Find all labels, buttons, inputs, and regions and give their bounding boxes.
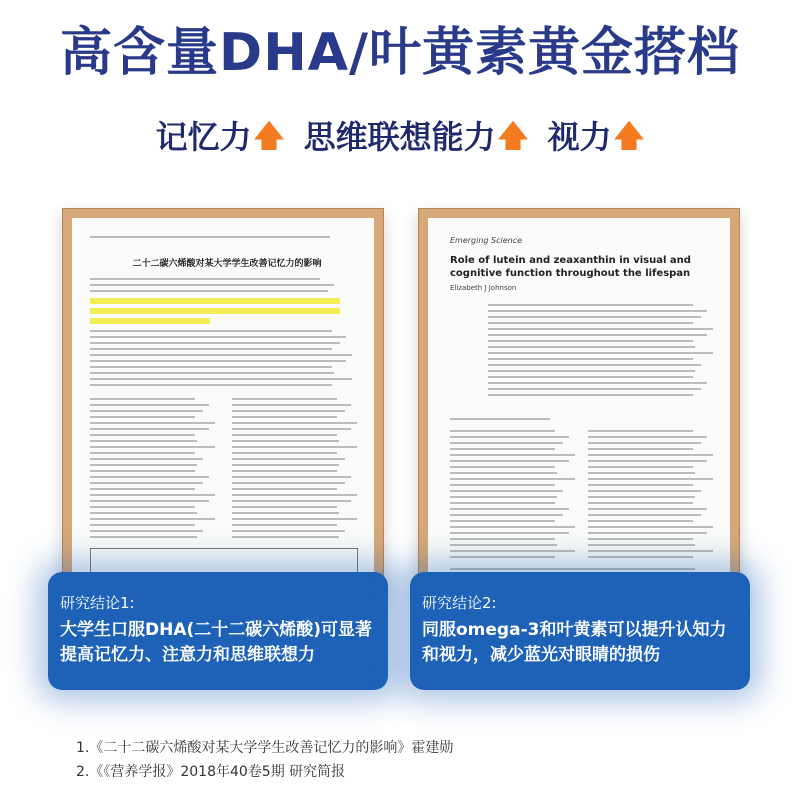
text-line	[90, 488, 195, 490]
conclusion-label: 研究结论1:	[60, 594, 135, 612]
text-line	[232, 530, 345, 532]
text-line	[90, 440, 197, 442]
conclusion-card-2	[410, 572, 750, 690]
text-line	[450, 520, 555, 522]
paper-right	[428, 218, 730, 590]
text-line	[232, 422, 357, 424]
benefits-row	[0, 112, 800, 165]
text-line	[90, 536, 197, 538]
text-line	[450, 514, 563, 516]
text-line	[90, 470, 195, 472]
text-line	[450, 490, 563, 492]
text-line	[90, 342, 340, 344]
text-line	[450, 448, 555, 450]
text-line	[488, 340, 693, 342]
text-line	[450, 532, 569, 534]
text-line	[588, 460, 707, 462]
text-line	[588, 430, 693, 432]
text-line	[588, 544, 695, 546]
text-line	[90, 482, 203, 484]
text-line	[450, 550, 575, 552]
text-line	[450, 454, 575, 456]
text-line	[588, 472, 695, 474]
text-line	[588, 454, 713, 456]
text-line	[450, 538, 555, 540]
text-line	[90, 416, 195, 418]
text-line	[232, 482, 345, 484]
text-line	[90, 464, 197, 466]
benefit-label: 记忆力	[155, 118, 252, 156]
conclusion-text: 同服omega-3和叶黄素可以提升认知力和视力，减少蓝光对眼睛的损伤	[422, 620, 727, 665]
text-line	[588, 478, 713, 480]
text-line	[488, 316, 701, 318]
up-arrow-icon: 🡅	[253, 119, 285, 154]
text-line	[588, 556, 693, 558]
conclusion-card-1	[48, 572, 388, 690]
text-line	[90, 366, 332, 368]
text-line	[90, 384, 332, 386]
text-line	[450, 418, 550, 420]
benefit-memory	[156, 112, 285, 165]
text-line	[90, 284, 334, 286]
text-line	[90, 278, 320, 280]
text-line	[232, 518, 357, 520]
benefit-label: 思维联想能力	[303, 118, 496, 156]
text-line	[232, 404, 351, 406]
benefit-vision	[548, 112, 645, 165]
text-line	[232, 470, 337, 472]
text-line	[488, 322, 693, 324]
text-line	[488, 364, 701, 366]
text-line	[90, 476, 209, 478]
text-line	[232, 500, 351, 502]
text-line	[90, 512, 197, 514]
text-line	[588, 526, 713, 528]
text-line	[90, 330, 332, 332]
text-line	[488, 394, 693, 396]
text-line	[90, 360, 346, 362]
text-line	[450, 484, 555, 486]
text-line	[450, 472, 557, 474]
text-line	[90, 398, 195, 400]
text-line	[232, 434, 337, 436]
text-line	[450, 436, 569, 438]
text-line	[450, 508, 569, 510]
text-line	[450, 496, 557, 498]
text-line	[588, 520, 693, 522]
text-line	[488, 376, 693, 378]
text-line	[588, 496, 695, 498]
text-line	[90, 452, 195, 454]
text-line	[90, 378, 352, 380]
text-line	[488, 310, 707, 312]
text-line	[588, 466, 693, 468]
text-line	[488, 358, 693, 360]
text-line	[232, 452, 337, 454]
text-line	[90, 434, 195, 436]
text-line	[90, 348, 332, 350]
conclusion-text: 大学生口服DHA(二十二碳六烯酸)可显著提高记忆力、注意力和思维联想力	[60, 620, 373, 665]
text-line	[488, 334, 707, 336]
text-line	[232, 536, 339, 538]
text-line	[488, 304, 693, 306]
paper-title: 二十二碳六烯酸对某大学学生改善记忆力的影响	[132, 259, 322, 269]
reference-item: 2.《《营养学报》2018年40卷5期 研究简报	[76, 764, 346, 780]
text-line	[90, 336, 346, 338]
text-line	[450, 502, 555, 504]
text-line	[450, 478, 575, 480]
text-line	[232, 416, 337, 418]
text-line	[450, 544, 557, 546]
text-line	[90, 500, 209, 502]
paper-author: Elizabeth J Johnson	[450, 284, 517, 292]
text-line	[90, 422, 215, 424]
highlight-mark	[90, 318, 210, 324]
text-line	[232, 410, 345, 412]
text-line	[588, 538, 693, 540]
text-line	[232, 476, 351, 478]
paper-frame-left	[62, 208, 384, 600]
text-line	[90, 458, 203, 460]
text-line	[450, 430, 555, 432]
text-line	[90, 428, 209, 430]
up-arrow-icon: 🡅	[497, 119, 529, 154]
up-arrow-icon: 🡅	[613, 119, 645, 154]
text-line	[90, 530, 203, 532]
text-line	[588, 448, 693, 450]
text-line	[588, 550, 713, 552]
text-line	[90, 524, 195, 526]
paper-frame-right	[418, 208, 740, 600]
text-line	[232, 512, 339, 514]
text-line	[488, 388, 701, 390]
conclusion-label: 研究结论2:	[422, 594, 497, 612]
text-line	[450, 442, 563, 444]
text-line	[232, 428, 351, 430]
text-line	[90, 354, 352, 356]
text-line	[488, 346, 695, 348]
text-line	[588, 508, 707, 510]
benefit-label: 视力	[547, 118, 612, 156]
text-line	[90, 494, 215, 496]
text-line	[588, 436, 707, 438]
paper-left	[72, 218, 374, 590]
text-line	[90, 518, 215, 520]
text-line	[90, 506, 195, 508]
text-line	[232, 488, 337, 490]
text-line	[232, 464, 339, 466]
text-line	[450, 556, 555, 558]
text-line	[232, 524, 337, 526]
highlight-mark	[90, 298, 340, 304]
text-line	[90, 404, 209, 406]
text-line	[90, 372, 334, 374]
text-line	[588, 502, 693, 504]
text-line	[588, 490, 701, 492]
text-line	[488, 352, 713, 354]
text-line	[232, 458, 345, 460]
text-line	[588, 484, 693, 486]
text-line	[232, 494, 357, 496]
text-line	[450, 568, 695, 570]
text-line	[488, 370, 695, 372]
text-line	[232, 446, 357, 448]
text-line	[450, 526, 575, 528]
text-line	[232, 506, 337, 508]
text-line	[90, 236, 330, 238]
text-line	[232, 398, 337, 400]
paper-title: Role of lutein and zeaxanthin in visual and cognitive function throughout the lifespan	[450, 255, 691, 279]
text-line	[450, 460, 569, 462]
references	[76, 736, 453, 784]
text-line	[488, 328, 713, 330]
text-line	[588, 442, 701, 444]
page-title: 高含量DHA/叶黄素黄金搭档	[60, 23, 740, 83]
highlight-mark	[90, 308, 340, 314]
text-line	[588, 532, 707, 534]
paper-section-label: Emerging Science	[450, 236, 523, 245]
text-line	[90, 290, 328, 292]
text-line	[232, 440, 339, 442]
text-line	[90, 446, 215, 448]
text-line	[488, 382, 707, 384]
reference-item: 1.《二十二碳六烯酸对某大学学生改善记忆力的影响》霍建勋	[76, 740, 454, 756]
text-line	[588, 514, 701, 516]
text-line	[450, 466, 555, 468]
text-line	[90, 410, 203, 412]
benefit-thinking	[304, 112, 529, 165]
